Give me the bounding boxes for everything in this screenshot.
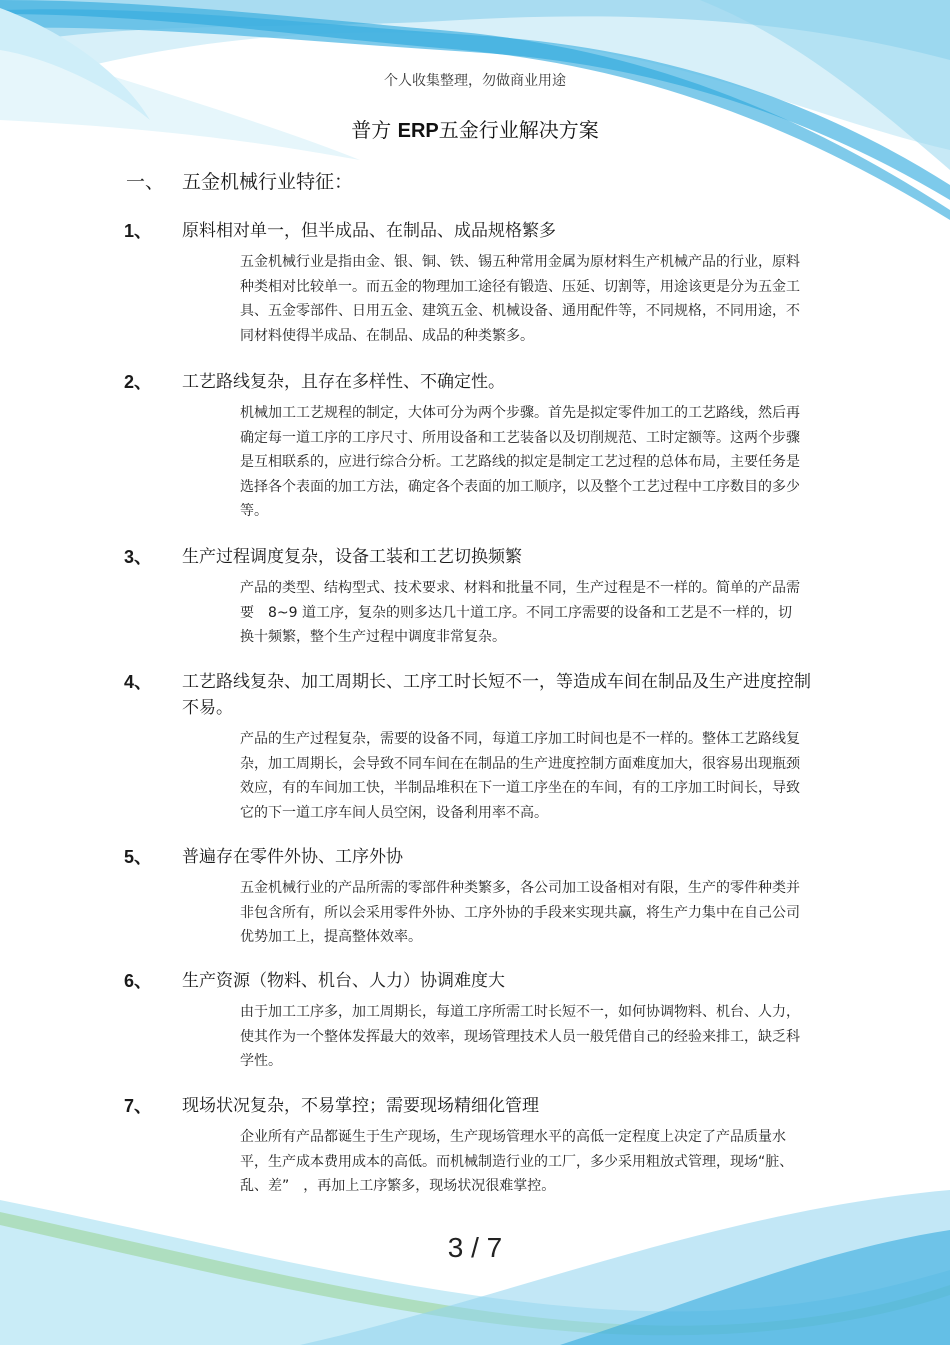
section-3: [124, 544, 824, 650]
section-title: 生产资源（物料、机台、人力）协调难度大: [182, 971, 505, 991]
section-body: 五金机械行业是指由金、银、铜、铁、锡五种常用金属为原材料生产机械产品的行业，原料种类相对比较单一。而五金的物理加工途径有锻造、压延、切割等，用途该更是分为五金工具、五金零部件、日用五金、建筑五金、机械设备、通用配件等，不同规格，不同用途，不同材料使得半成品、在制品、成品的种类繁多。: [240, 254, 800, 344]
section-heading: [124, 369, 824, 395]
section-6: [124, 968, 824, 1074]
section-body: 企业所有产品都诞生于生产现场，生产现场管理水平的高低一定程度上决定了产品质量水平，生产成本费用成本的高低。而机械制造行业的工厂，多少采用粗放式管理，现场“脏、乱、差” ，再加上工序繁多，现场状况很难掌控。: [240, 1129, 794, 1195]
section-7: [124, 1093, 824, 1199]
section-title: 工艺路线复杂、加工周期长、工序工时长短不一，等造成车间在制品及生产进度控制不易。: [182, 672, 811, 718]
section-heading: [124, 968, 824, 994]
section-heading: [124, 669, 824, 721]
document-title: [0, 114, 950, 143]
section-body: 产品的生产过程复杂，需要的设备不同，每道工序加工时间也是不一样的。整体工艺路线复杂，加工周期长，会导致不同车间在在制品的生产进度控制方面难度加大，很容易出现瓶颈效应，有的车间加工快，半制品堆积在下一道工序坐在的车间，有的工序加工时间长，导致它的下一道工序车间人员空闲，设备利用率不高。: [240, 731, 800, 821]
section-title: 生产过程调度复杂，设备工装和工艺切换频繁: [182, 547, 522, 567]
section-body: 由于加工工序多，加工周期长，每道工序所需工时长短不一，如何协调物料、机台、人力，使其作为一个整体发挥最大的效率，现场管理技术人员一般凭借自己的经验来排工，缺乏科学性。: [240, 1004, 800, 1070]
section-heading: [124, 218, 824, 244]
chapter-heading: [126, 167, 353, 194]
section-number: 5、: [124, 847, 153, 867]
section-number: 7、: [124, 1096, 153, 1116]
section-body: 机械加工工艺规程的制定，大体可分为两个步骤。首先是拟定零件加工的工艺路线，然后再确定每一道工序的工序尺寸、所用设备和工艺装备以及切削规范、工时定额等。这两个步骤是互相联系的，应进行综合分析。工艺路线的拟定是制定工艺过程的总体布局，主要任务是选择各个表面的加工方法，确定各个表面的加工顺序，以及整个工艺过程中工序数目的多少等。: [240, 405, 800, 520]
title-suffix: 五金行业解决方案: [438, 118, 599, 142]
section-heading: [124, 1093, 824, 1119]
section-number: 3、: [124, 547, 153, 567]
section-body: 五金机械行业的产品所需的零部件种类繁多，各公司加工设备相对有限，生产的零件种类并非包含所有，所以会采用零件外协、工序外协的手段来实现共赢，将生产力集中在自己公司优势加工上，提高整体效率。: [240, 880, 800, 946]
watermark-text: 个人收集整理，勿做商业用途: [384, 73, 566, 89]
title-erp: ERP: [397, 120, 439, 142]
section-5: [124, 844, 824, 950]
section-4: [124, 669, 824, 825]
section-heading: [124, 844, 824, 870]
section-2: [124, 369, 824, 524]
section-title: 现场状况复杂，不易掌控；需要现场精细化管理: [182, 1096, 539, 1116]
section-heading: [124, 544, 824, 570]
section-number: 1、: [124, 221, 153, 241]
section-1: [124, 218, 824, 348]
section-number: 6、: [124, 971, 153, 991]
title-prefix: 普方: [351, 118, 398, 142]
section-body: 产品的类型、结构型式、技术要求、材料和批量不同，生产过程是不一样的。简单的产品需要 8~9 道工序，复杂的则多达几十道工序。不同工序需要的设备和工艺是不一样的，切换十频繁，整个生产过程中调度非常复杂。: [240, 580, 800, 646]
section-title: 原料相对单一，但半成品、在制品、成品规格繁多: [182, 221, 556, 241]
page-number: 3 / 7: [447, 1232, 503, 1263]
section-number: 2、: [124, 372, 153, 392]
section-title: 普遍存在零件外协、工序外协: [182, 847, 403, 867]
chapter-title: 五金机械行业特征：: [182, 171, 354, 193]
section-number: 4、: [124, 672, 153, 692]
chapter-number: 一、: [126, 171, 165, 193]
section-title: 工艺路线复杂，且存在多样性、不确定性。: [182, 372, 505, 392]
